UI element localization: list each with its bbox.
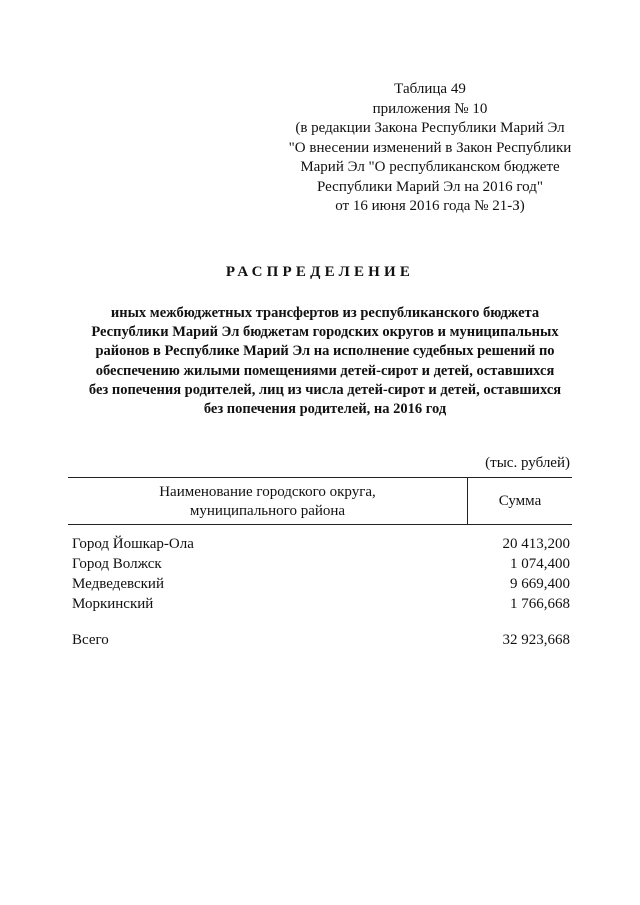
subtitle-line: обеспечению жилыми помещениями детей-сирот и детей, оставшихся [95, 362, 555, 379]
column-header-name-line: муниципального района [189, 503, 346, 519]
header-line: приложения № 10 [372, 100, 488, 117]
header-line: (в редакции Закона Республики Марий Эл [295, 120, 565, 136]
total-value: 32 923,668 [502, 632, 570, 648]
subtitle-line: районов в Республике Марий Эл на исполнение судебных решений по [95, 343, 555, 360]
total-row [72, 630, 570, 650]
document-subtitle [60, 304, 590, 419]
table-row [72, 574, 570, 594]
row-name: Город Йошкар-Ола [72, 536, 194, 552]
subtitle-line: Республики Марий Эл бюджетам городских округов и муниципальных [91, 324, 559, 341]
row-name: Моркинский [72, 596, 154, 612]
header-line: Марий Эл "О республиканском бюджете [300, 159, 560, 175]
column-header-name-line: Наименование городского округа, [159, 484, 376, 500]
appendix-header [280, 80, 580, 217]
subtitle-line: иных межбюджетных трансфертов из республиканского бюджета [110, 305, 540, 321]
subtitle-line: без попечения родителей, на 2016 год [203, 401, 447, 418]
row-value: 20 413,200 [502, 536, 570, 552]
document-title: РАСПРЕДЕЛЕНИЕ [225, 264, 415, 280]
row-value: 1 766,668 [510, 596, 570, 612]
subtitle-line: без попечения родителей, лиц из числа детей-сирот и детей, оставшихся [88, 381, 562, 398]
units-label: (тыс. рублей) [485, 455, 570, 471]
table-row [72, 594, 570, 614]
column-header-name [68, 478, 468, 524]
column-header-sum: Сумма [498, 493, 542, 509]
header-line: "О внесении изменений в Закон Республики [288, 139, 572, 156]
row-name: Город Волжск [72, 556, 162, 572]
header-line: Республики Марий Эл на 2016 год" [316, 178, 544, 195]
row-value: 9 669,400 [510, 576, 570, 592]
table-body [72, 534, 570, 614]
row-value: 1 074,400 [510, 556, 570, 572]
table-row [72, 554, 570, 574]
table-row [72, 534, 570, 554]
header-line: Таблица 49 [394, 81, 466, 97]
total-label: Всего [72, 632, 109, 648]
table-header [68, 477, 572, 525]
row-name: Медведевский [72, 576, 164, 592]
header-line: от 16 июня 2016 года № 21-З) [335, 198, 525, 214]
